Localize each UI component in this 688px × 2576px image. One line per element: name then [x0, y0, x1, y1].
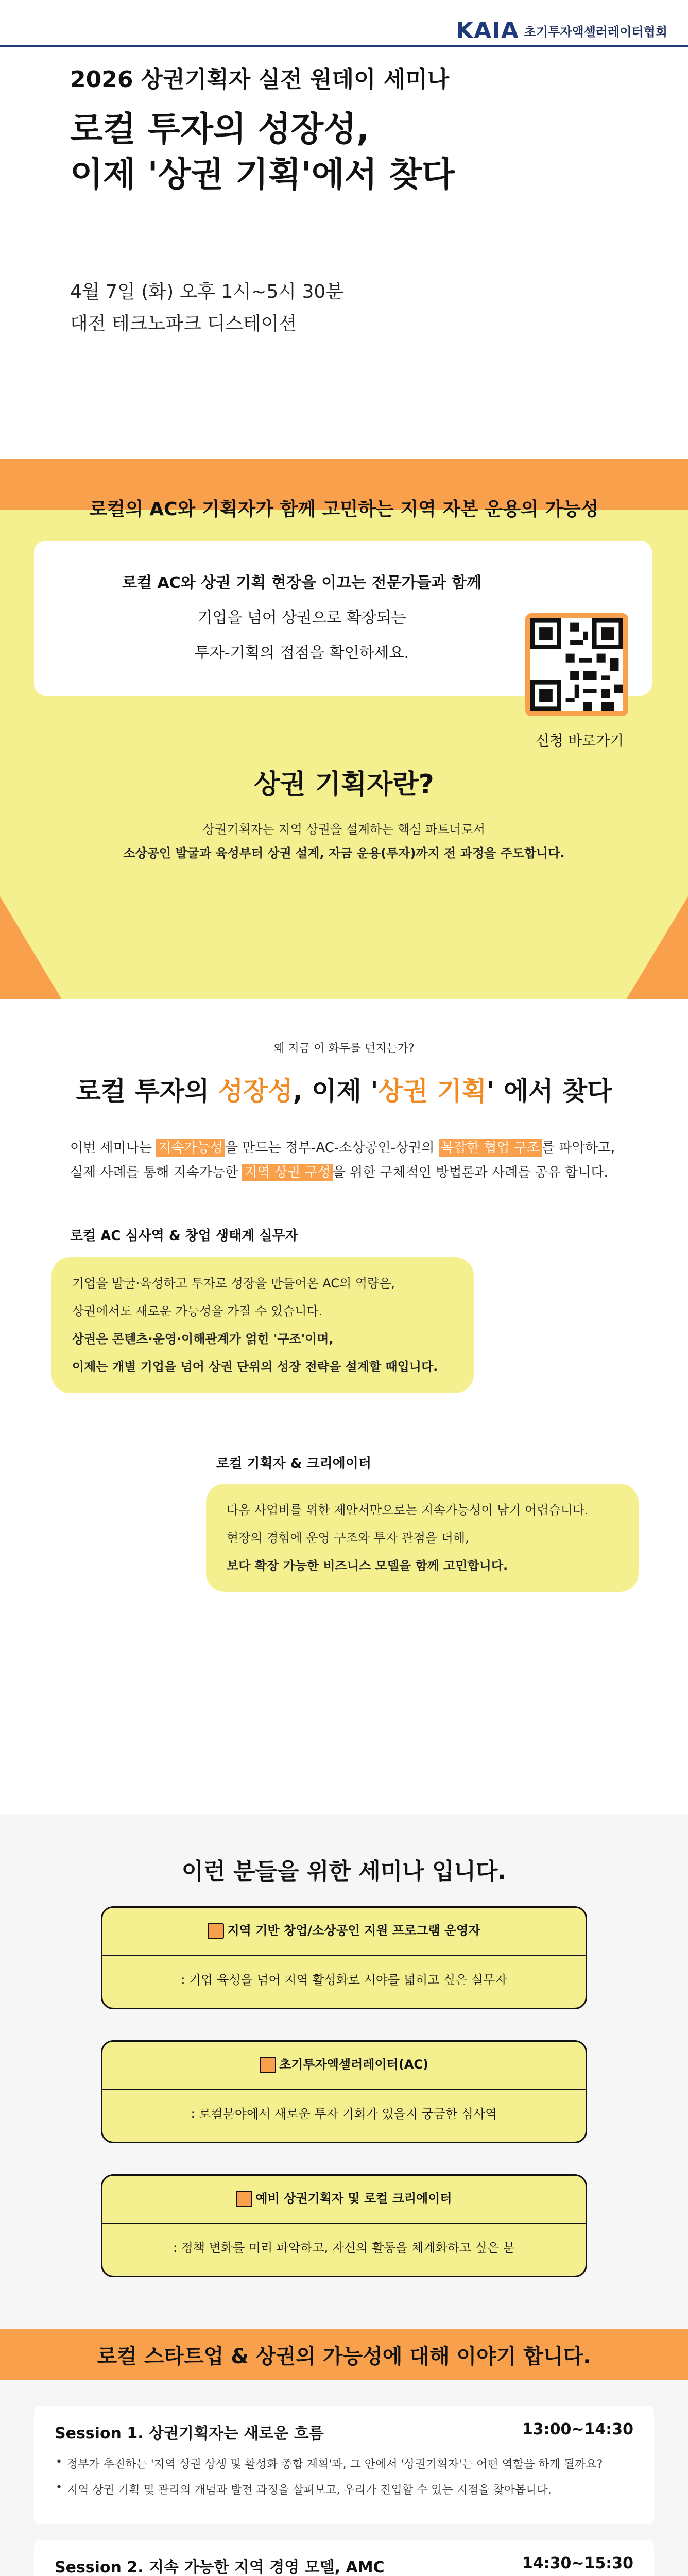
why-p2-highlight: 지역 상권 구성 — [242, 1164, 332, 1181]
qr-icon — [530, 618, 623, 711]
audience-item-desc: : 기업 육성을 넘어 지역 활성화로 시야를 넓히고 싶은 실무자 — [181, 1973, 507, 1987]
event-venue: 대전 테크노파크 디스테이션 — [70, 313, 297, 334]
why-title-part-2: , 이제 ' — [293, 1076, 379, 1106]
why-p2-a: 실제 사례를 통해 지속가능한 — [70, 1165, 243, 1180]
audience-item — [101, 2174, 587, 2277]
audience-item-title-text: 초기투자엑셀러레이터(AC) — [279, 2057, 428, 2072]
org-logo — [456, 18, 667, 44]
group-2-line: 보다 확장 가능한 비즈니스 모델을 함께 고민합니다. — [227, 1558, 508, 1573]
audience-item-desc: : 정책 변화를 미리 파악하고, 자신의 활동을 체계화하고 싶은 분 — [173, 2241, 515, 2255]
group-1-line: 상권은 콘텐츠·운영·이해관계가 얽힌 '구조'이며, — [72, 1332, 334, 1346]
what-is-desc-2: 소상공인 발굴과 육성부터 상권 설계, 자금 운용(투자)까지 전 과정을 주도합니다. — [123, 846, 565, 860]
audience-item-title — [102, 2188, 586, 2207]
intro-box-line-3: 투자-기획의 접점을 확인하세요. — [194, 644, 409, 662]
group-2-line: 다음 사업비를 위한 제안서만으로는 지속가능성이 남기 어렵습니다. — [227, 1503, 589, 1517]
why-section — [0, 999, 688, 1814]
apply-qr-code[interactable] — [525, 613, 628, 716]
sessions-band-text: 로컬 스타트업 & 상권의 가능성에 대해 이야기 합니다. — [97, 2344, 591, 2368]
audience-item-divider — [102, 1955, 586, 1956]
title-line-2: 이제 '상권 기획'에서 찾다 — [70, 155, 455, 194]
why-p2-c: 을 위한 구체적인 방법론과 사례를 공유 합니다. — [332, 1165, 608, 1180]
pencil-icon — [236, 2191, 252, 2207]
session-time: 13:00~14:30 — [522, 2420, 633, 2438]
header-divider — [0, 45, 688, 47]
group-1-line: 기업을 발굴·육성하고 투자로 성장을 만들어온 AC의 역량은, — [72, 1276, 395, 1291]
audience-item-title — [102, 2054, 586, 2073]
why-p1-a: 이번 세미나는 — [70, 1140, 157, 1156]
what-is-desc-1: 상권기획자는 지역 상권을 설계하는 핵심 파트너로서 — [202, 822, 486, 837]
event-date: 4월 7일 (화) 오후 1시~5시 30분 — [70, 281, 344, 302]
hero-section — [0, 0, 688, 459]
why-p1-highlight-1: 지속가능성 — [156, 1139, 225, 1157]
why-paragraph — [70, 1136, 626, 1185]
session-title: Session 2. 지속 가능한 지역 경영 모델, AMC — [55, 2558, 385, 2576]
session-bullet: • 정부가 추진하는 '지역 상권 상생 및 활성화 종합 계획'과, 그 안에서 '상권기획자'는 어떤 역할을 하게 될까요? — [67, 2455, 603, 2471]
group-1-line: 이제는 개별 기업을 넘어 상권 단위의 성장 전략을 설계할 때입니다. — [72, 1360, 438, 1374]
org-logo-text: 초기투자액셀러레이터협회 — [524, 25, 667, 39]
audience-item — [101, 1906, 587, 2009]
why-p1-e: 를 파악하고, — [542, 1140, 615, 1156]
group-1-line: 상권에서도 새로운 가능성을 가질 수 있습니다. — [72, 1304, 323, 1318]
why-paragraph-line-1 — [70, 1136, 626, 1160]
sessions-section — [0, 2329, 688, 2576]
intro-decoration — [0, 896, 688, 999]
why-p1-highlight-2: 복잡한 협업 구조 — [439, 1139, 542, 1157]
seminar-name: 2026 상권기획자 실전 원데이 세미나 — [70, 66, 450, 93]
info-icon — [208, 1923, 224, 1939]
why-title-highlight-1: 성장성 — [218, 1076, 293, 1106]
hero-decoration — [379, 113, 688, 422]
audience-item-divider — [102, 2089, 586, 2090]
audience-item-divider — [102, 2223, 586, 2224]
title-line-1: 로컬 투자의 성장성, — [70, 109, 370, 149]
what-is-title: 상권 기획자란? — [254, 769, 434, 800]
why-paragraph-line-2 — [70, 1160, 626, 1185]
audience-item-title-text: 예비 상권기획자 및 로컬 크리에이터 — [255, 2191, 452, 2206]
intro-headline: 로컬의 AC와 기획자가 함께 고민하는 지역 자본 운용의 가능성 — [89, 499, 599, 520]
why-title-part-1: 로컬 투자의 — [76, 1076, 218, 1106]
intro-section — [0, 459, 688, 999]
group-2-line: 현장의 경험에 운영 구조와 투자 관점을 더해, — [227, 1531, 469, 1545]
session-bullet: • 지역 상권 기획 및 관리의 개념과 발전 과정을 살펴보고, 우리가 진입할 수 있는 지점을 찾아봅니다. — [67, 2481, 552, 2497]
why-title — [0, 1071, 688, 1108]
group-1-label: 로컬 AC 심사역 & 창업 생태계 실무자 — [70, 1228, 298, 1244]
why-p1-c: 을 만드는 정부-AC-소상공인-상권의 — [225, 1140, 439, 1156]
audience-item-title — [102, 1920, 586, 1939]
audience-item — [101, 2040, 587, 2143]
audience-title: 이런 분들을 위한 세미나 입니다. — [181, 1858, 507, 1885]
group-2-label: 로컬 기획자 & 크리에이터 — [216, 1456, 371, 1471]
session-title: Session 1. 상권기획자는 새로운 흐름 — [55, 2425, 324, 2443]
org-logo-mark: KAIA — [456, 18, 519, 44]
group-1-bubble — [51, 1257, 474, 1393]
session-card — [34, 2540, 654, 2576]
intro-box-line-1: 로컬 AC와 상권 기획 현장을 이끄는 전문가들과 함께 — [122, 574, 481, 592]
audience-item-desc: : 로컬분야에서 새로운 투자 기회가 있을지 궁금한 심사역 — [191, 2107, 497, 2121]
audience-item-title-text: 지역 기반 창업/소상공인 지원 프로그램 운영자 — [227, 1923, 480, 1938]
sessions-band — [0, 2329, 688, 2380]
session-time: 14:30~15:30 — [522, 2554, 633, 2572]
why-title-part-3: ' 에서 찾다 — [487, 1076, 612, 1106]
audience-section — [0, 1814, 688, 2329]
why-title-highlight-2: 상권 기획 — [378, 1076, 487, 1106]
briefcase-icon — [260, 2057, 276, 2073]
intro-box-line-2: 기업을 넘어 상권으로 확장되는 — [197, 609, 406, 627]
session-card — [34, 2406, 654, 2524]
group-2-bubble — [206, 1484, 639, 1592]
apply-qr-label: 신청 바로가기 — [536, 732, 624, 749]
why-kicker: 왜 지금 이 화두를 던지는가? — [273, 1042, 415, 1055]
